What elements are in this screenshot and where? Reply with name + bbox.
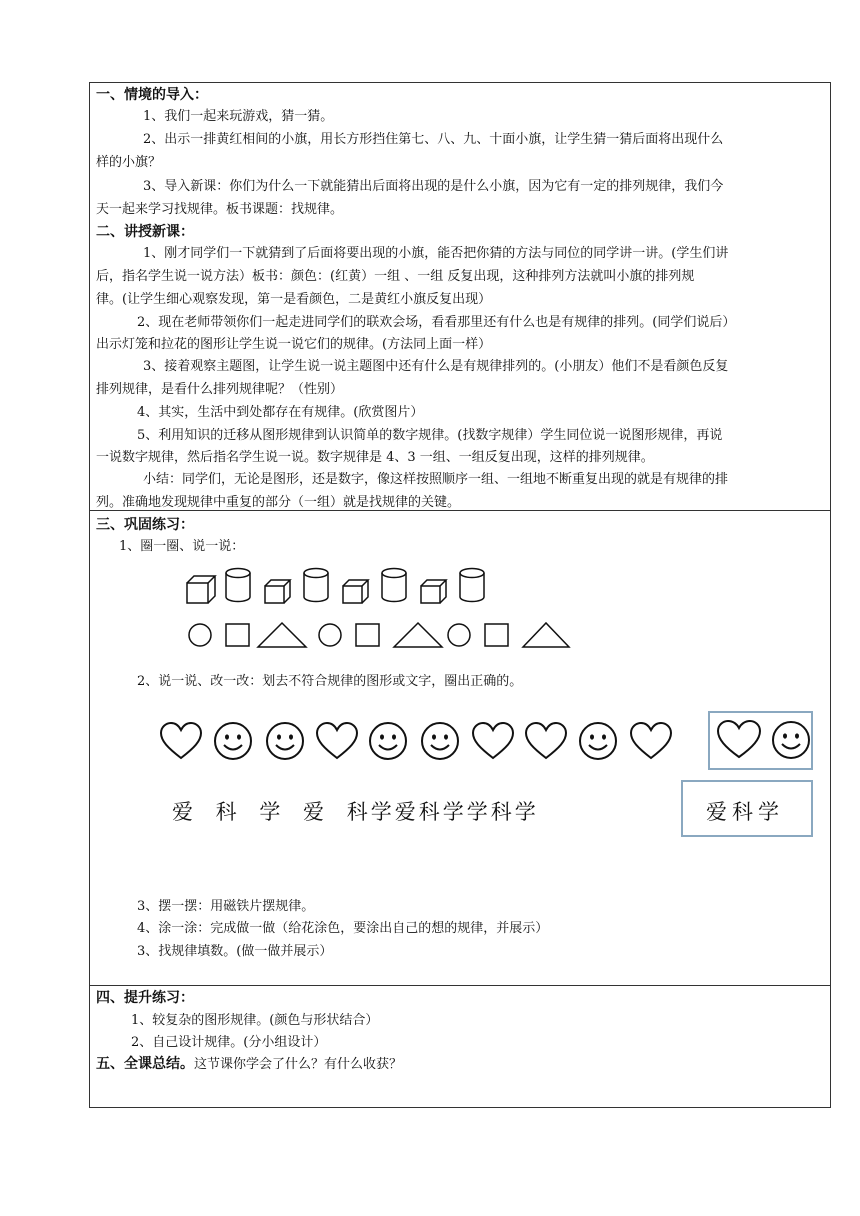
exercise-5-label: 3、找规律填数。(做一做并展示）: [137, 944, 333, 959]
heart-icon: [317, 723, 357, 758]
cylinder-icon: [304, 569, 328, 602]
triangle-icon: [258, 623, 306, 647]
paragraph: 排列规律，是看什么排列规律呢？（性别）: [96, 382, 344, 397]
heart-icon: [161, 723, 201, 758]
solid-shapes-row: [184, 566, 504, 606]
paragraph: 2、出示一排黄红相间的小旗，用长方形挡住第七、八、九、十面小旗，让学生猜一猜后面将出现什么: [143, 132, 724, 147]
cylinder-icon: [382, 569, 406, 602]
cube-icon: [421, 580, 446, 603]
paragraph: 3、接着观察主题图，让学生说一说主题图中还有什么是有规律排列的。(小朋友）他们不是看颜色反复: [143, 359, 729, 374]
section-2-heading: 二、讲授新课：: [96, 224, 194, 240]
smiley-icon: [773, 722, 809, 758]
heart-icon: [526, 723, 566, 758]
cube-icon: [187, 576, 215, 603]
paragraph: 后，指名学生说一说方法）板书：颜色：(红黄）一组 、一组 反复出现，这种排列方法就叫小旗的排列规: [96, 269, 695, 284]
paragraph: 3、导入新课：你们为什么一下就能猜出后面将出现的是什么小旗，因为它有一定的排列规律，我们今: [143, 179, 724, 194]
circle-icon: [319, 624, 341, 646]
section-5-text: 这节课你学会了什么？有什么收获？: [194, 1057, 403, 1072]
triangle-icon: [394, 623, 442, 647]
heart-icon: [473, 723, 513, 758]
square-icon: [485, 624, 508, 646]
smiley-icon: [580, 723, 616, 759]
paragraph: 天一起来学习找规律。板书课题：找规律。: [96, 202, 344, 217]
paragraph: 一说数字规律，然后指名学生说一说。数字规律是 4、3 一组、一组反复出现，这样的排列规律。: [96, 450, 654, 465]
exercise-4-label: 4、涂一涂：完成做一做（给花涂色，要涂出自己的想的规律，并展示）: [137, 921, 549, 936]
triangle-icon: [523, 623, 569, 647]
exercise-3-label: 3、摆一摆：用磁铁片摆规律。: [137, 899, 315, 914]
answer-box-shapes-content: [716, 719, 816, 763]
paragraph: 律。(让学生细心观察发现，第一是看颜色，二是黄红小旗反复出现）: [96, 292, 492, 307]
section-5-line: [96, 1053, 402, 1076]
circle-icon: [448, 624, 470, 646]
cube-icon: [265, 580, 290, 603]
section-3-heading: 三、巩固练习：: [96, 517, 194, 533]
paragraph: 样的小旗？: [96, 155, 162, 170]
heart-smiley-row: [158, 718, 678, 762]
cylinder-icon: [460, 569, 484, 602]
section-4-heading: 四、提升练习：: [96, 990, 194, 1006]
exercise-2-label: 2、说一说、改一改：划去不符合规律的图形或文字，圈出正确的。: [137, 674, 523, 689]
heart-icon: [631, 723, 671, 758]
plane-shapes-row: [184, 621, 574, 651]
smiley-icon: [267, 723, 303, 759]
square-icon: [356, 624, 379, 646]
exercise-1-label: 1、圈一圈、说一说：: [119, 539, 245, 554]
paragraph: 5、利用知识的迁移从图形规律到认识简单的数字规律。(找数字规律）学生同位说一说图形规律，再说: [137, 428, 723, 443]
smiley-icon: [422, 723, 458, 759]
paragraph: 2、现在老师带领你们一起走进同学们的联欢会场，看看那里还有什么也是有规律的排列。(同学们说后）: [137, 315, 736, 330]
paragraph: 2、自己设计规律。(分小组设计）: [131, 1035, 327, 1050]
summary-paragraph: 小结：同学们，无论是图形，还是数字，像这样按照顺序一组、一组地不断重复出现的就是有规律的排: [143, 472, 729, 487]
answer-word: 爱科学: [706, 800, 784, 824]
heart-icon: [718, 721, 760, 757]
summary-paragraph: 列。准确地发现规律中重复的部分（一组）就是找规律的关键。: [96, 495, 461, 510]
paragraph: 4、其实，生活中到处都存在有规律。(欣赏图片）: [137, 405, 424, 420]
row-divider: [90, 985, 830, 986]
paragraph: 1、我们一起来玩游戏，猜一猜。: [143, 109, 334, 124]
circle-icon: [189, 624, 211, 646]
paragraph: 1、刚才同学们一下就猜到了后面将要出现的小旗，能否把你猜的方法与同位的同学讲一讲。(学生们讲: [143, 246, 729, 261]
cylinder-icon: [226, 569, 250, 602]
smiley-icon: [370, 723, 406, 759]
section-1-heading: 一、情境的导入：: [96, 87, 208, 103]
word-sequence: 爱 科 学 爱 科学爱科学学科学: [172, 800, 539, 824]
smiley-icon: [215, 723, 251, 759]
cube-icon: [343, 580, 368, 603]
paragraph: 出示灯笼和拉花的图形让学生说一说它们的规律。(方法同上面一样）: [96, 337, 492, 352]
paragraph: 1、较复杂的图形规律。(颜色与形状结合）: [131, 1013, 379, 1028]
square-icon: [226, 624, 249, 646]
section-5-heading: 五、全课总结。: [96, 1056, 194, 1072]
